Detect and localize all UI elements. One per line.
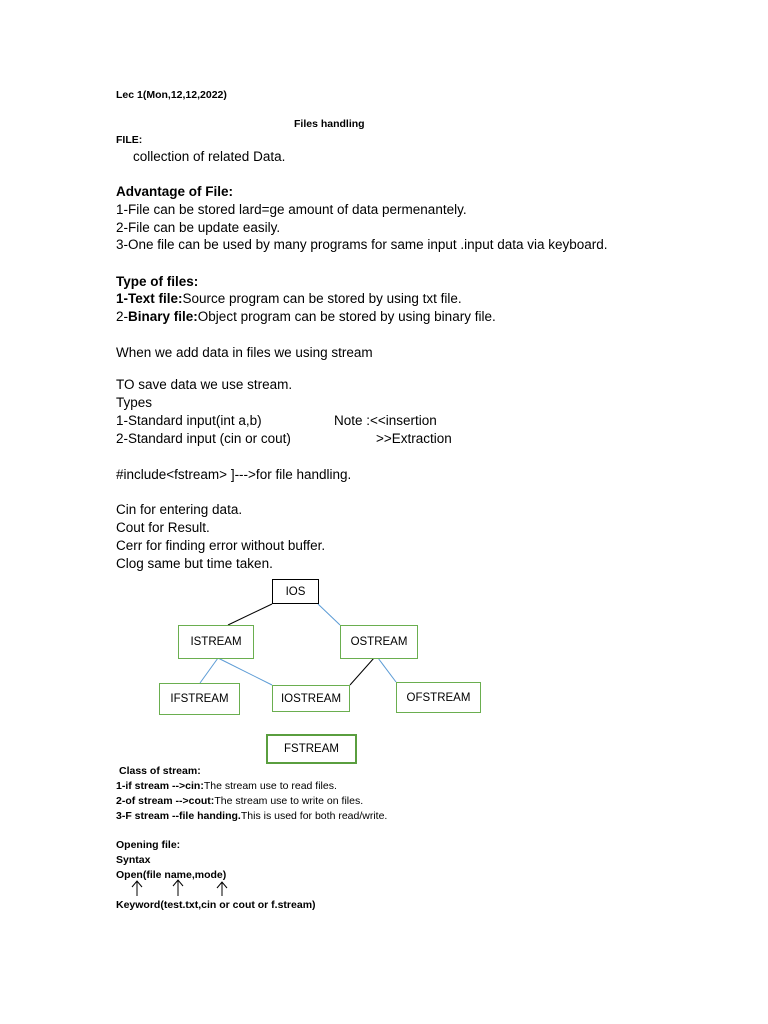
box-istream: ISTREAM [178,625,254,659]
arrow-up-icon [132,881,142,896]
box-iostream: IOSTREAM [272,685,350,712]
advantage-item-1: 1-File can be stored lard=ge amount of data permenantely. [116,202,467,217]
include-line: #include<fstream> ]--->for file handling. [116,467,352,482]
class-heading: Class of stream: [119,765,201,777]
class-item-3: 3-F stream --file handing.This is used for both read/write. [116,810,388,822]
box-ios: IOS [272,579,319,604]
io-cin: Cin for entering data. [116,502,243,517]
keyword-line: Keyword(test.txt,cin or cout or f.stream) [116,899,316,911]
binary-file-line: 2-Binary file:Object program can be stored by using binary file. [116,309,496,324]
note-insertion: Note :<<insertion [334,413,437,428]
io-cout: Cout for Result. [116,520,210,535]
page-title: Files handling [294,118,365,130]
class-item-2: 2-of stream -->cout:The stream use to write on files. [116,795,364,807]
save-line-1: TO save data we use stream. [116,377,293,392]
text-file-line: 1-Text file:Source program can be stored by using txt file. [116,291,462,306]
io-cerr: Cerr for finding error without buffer. [116,538,326,553]
syntax-label: Syntax [116,854,151,866]
save-line-4: 2-Standard input (cin or cout) [116,431,291,446]
save-line-3: 1-Standard input(int a,b) [116,413,262,428]
file-definition: collection of related Data. [133,149,286,164]
class-item-1: 1-if stream -->cin:The stream use to read files. [116,780,337,792]
types-heading: Type of files: [116,274,199,289]
stream-note: When we add data in files we using stream [116,345,373,360]
box-ostream: OSTREAM [340,625,418,659]
arrow-up-icon [217,882,227,896]
advantage-heading: Advantage of File: [116,184,234,199]
save-line-2: Types [116,395,153,410]
note-extraction: >>Extraction [376,431,452,446]
file-label: FILE: [116,134,143,146]
box-fstream: FSTREAM [266,734,357,764]
advantage-item-2: 2-File can be update easily. [116,220,281,235]
arrow-up-icon [173,880,183,896]
box-ifstream: IFSTREAM [159,683,240,715]
open-syntax: Open(file name,mode) [116,869,227,881]
opening-heading: Opening file: [116,839,181,851]
box-ofstream: OFSTREAM [396,682,481,713]
io-clog: Clog same but time taken. [116,556,273,571]
lecture-date: Lec 1(Mon,12,12,2022) [116,89,227,101]
advantage-item-3: 3-One file can be used by many programs for same input .input data via keyboard. [116,237,608,252]
